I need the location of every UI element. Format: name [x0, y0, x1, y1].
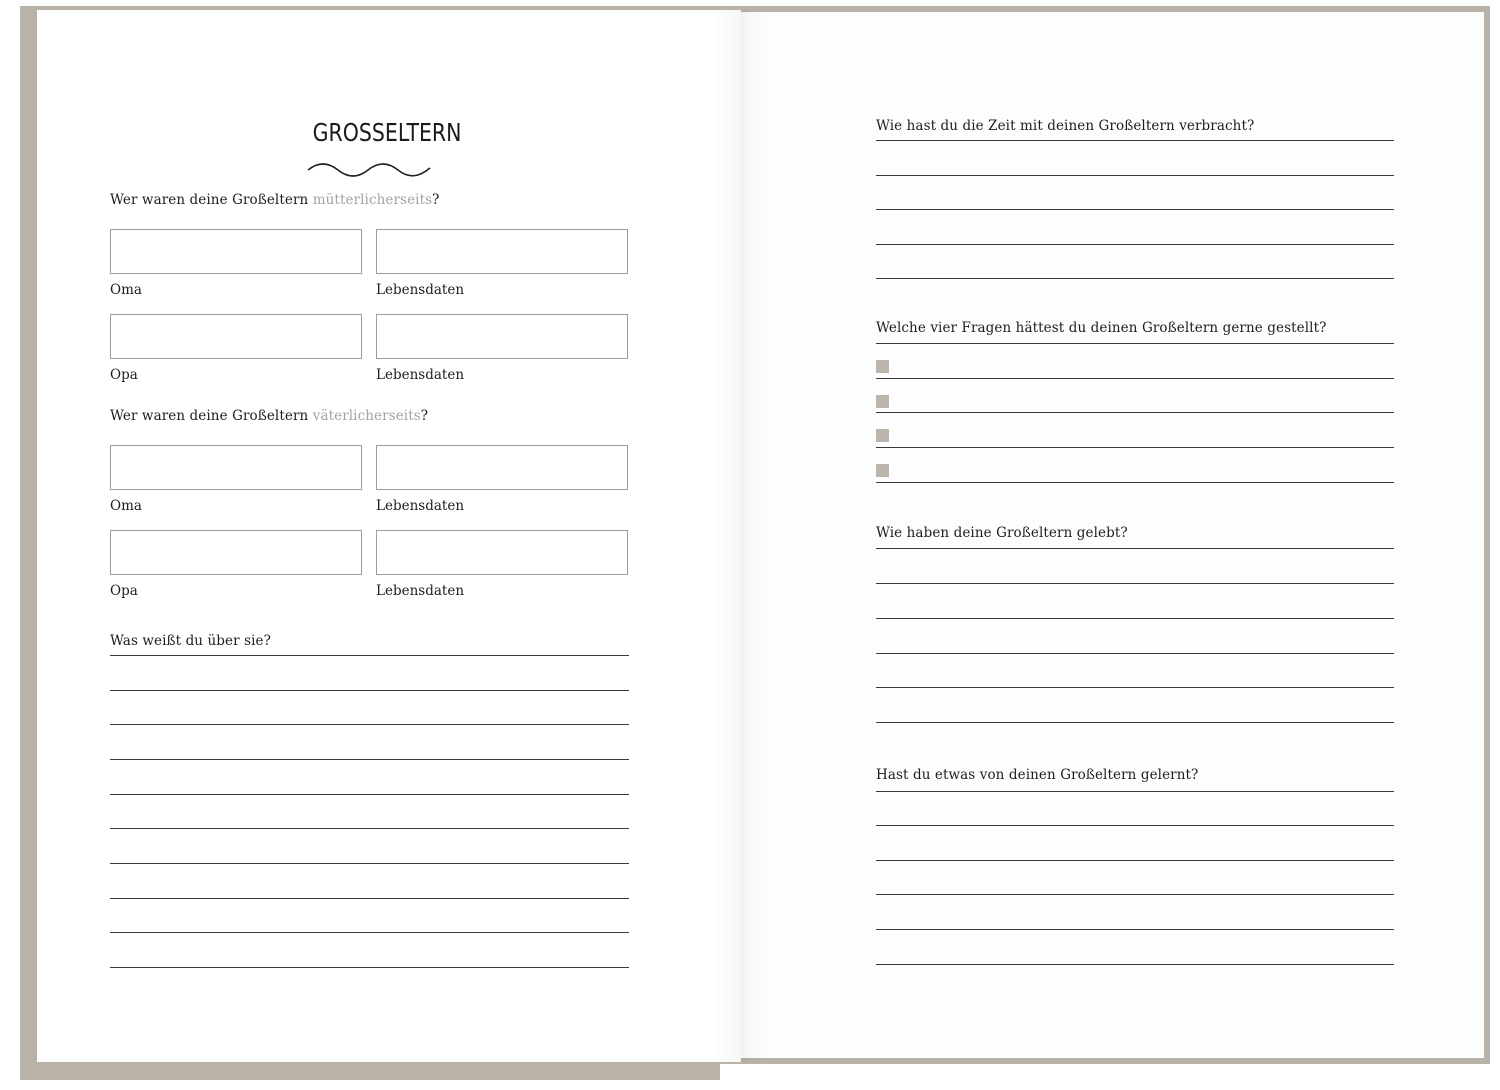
- writing-line[interactable]: [876, 964, 1394, 965]
- paternal-oma-dates-field[interactable]: [376, 445, 628, 490]
- writing-line[interactable]: [876, 687, 1394, 688]
- writing-line[interactable]: [110, 690, 629, 691]
- four-questions-question: Welche vier Fragen hättest du deinen Großeltern gerne gestellt?: [876, 320, 1327, 336]
- writing-line[interactable]: [876, 482, 1394, 483]
- paternal-oma-label: Oma: [110, 498, 142, 514]
- writing-line[interactable]: [876, 175, 1394, 176]
- paternal-question: Wer waren deine Großeltern väterlicherseits?: [110, 408, 429, 424]
- maternal-oma-dates-field[interactable]: [376, 229, 628, 274]
- paternal-opa-dates-field[interactable]: [376, 530, 628, 575]
- writing-line[interactable]: [876, 548, 1394, 549]
- writing-line[interactable]: [876, 929, 1394, 930]
- lived-question: Wie haben deine Großeltern gelebt?: [876, 525, 1128, 541]
- writing-line[interactable]: [110, 794, 629, 795]
- paternal-opa-dates-label: Lebensdaten: [376, 583, 465, 599]
- writing-line[interactable]: [876, 447, 1394, 448]
- writing-line[interactable]: [876, 860, 1394, 861]
- maternal-question: Wer waren deine Großeltern mütterlicherseits?: [110, 192, 440, 208]
- writing-line[interactable]: [876, 412, 1394, 413]
- maternal-opa-label: Opa: [110, 367, 138, 383]
- bullet-square-icon: [876, 360, 889, 373]
- wave-divider: [306, 160, 432, 178]
- writing-line[interactable]: [876, 378, 1394, 379]
- maternal-oma-field[interactable]: [110, 229, 362, 274]
- maternal-oma-label: Oma: [110, 282, 142, 298]
- paternal-oma-field[interactable]: [110, 445, 362, 490]
- writing-line[interactable]: [110, 655, 629, 656]
- page-title: GROSSELTERN: [312, 118, 462, 147]
- writing-line[interactable]: [110, 724, 629, 725]
- book-gutter: [712, 10, 772, 1062]
- about-question: Was weißt du über sie?: [110, 633, 271, 649]
- writing-line[interactable]: [110, 863, 629, 864]
- writing-line[interactable]: [876, 653, 1394, 654]
- writing-line[interactable]: [876, 278, 1394, 279]
- writing-line[interactable]: [876, 343, 1394, 344]
- maternal-opa-field[interactable]: [110, 314, 362, 359]
- writing-line[interactable]: [110, 967, 629, 968]
- bullet-square-icon: [876, 395, 889, 408]
- writing-line[interactable]: [876, 791, 1394, 792]
- writing-line[interactable]: [110, 898, 629, 899]
- writing-line[interactable]: [876, 894, 1394, 895]
- bullet-square-icon: [876, 429, 889, 442]
- maternal-opa-dates-field[interactable]: [376, 314, 628, 359]
- paternal-oma-dates-label: Lebensdaten: [376, 498, 465, 514]
- paternal-opa-field[interactable]: [110, 530, 362, 575]
- writing-line[interactable]: [110, 828, 629, 829]
- writing-line[interactable]: [110, 932, 629, 933]
- writing-line[interactable]: [110, 759, 629, 760]
- paternal-opa-label: Opa: [110, 583, 138, 599]
- maternal-opa-dates-label: Lebensdaten: [376, 367, 465, 383]
- maternal-oma-dates-label: Lebensdaten: [376, 282, 465, 298]
- time-question: Wie hast du die Zeit mit deinen Großeltern verbracht?: [876, 118, 1255, 134]
- writing-line[interactable]: [876, 244, 1394, 245]
- writing-line[interactable]: [876, 618, 1394, 619]
- learned-question: Hast du etwas von deinen Großeltern gelernt?: [876, 767, 1199, 783]
- writing-line[interactable]: [876, 140, 1394, 141]
- writing-line[interactable]: [876, 825, 1394, 826]
- bullet-square-icon: [876, 464, 889, 477]
- writing-line[interactable]: [876, 209, 1394, 210]
- writing-line[interactable]: [876, 722, 1394, 723]
- writing-line[interactable]: [876, 583, 1394, 584]
